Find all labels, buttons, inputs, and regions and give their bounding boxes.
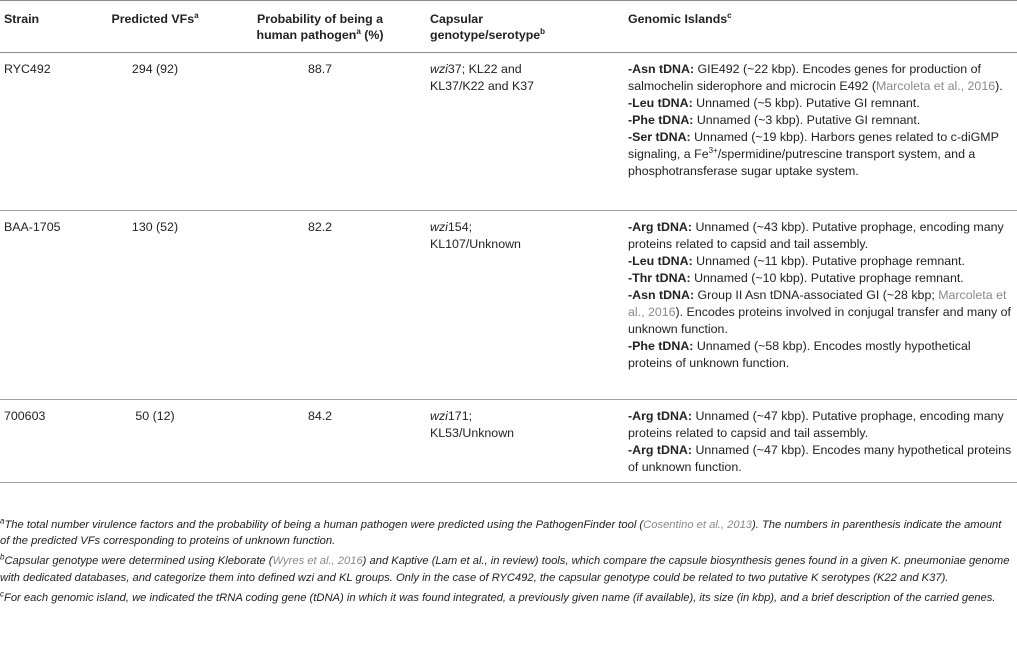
cell-vfs: 294 (92) [96, 53, 214, 211]
cell-vfs: 130 (52) [96, 211, 214, 400]
citation-link[interactable]: Marcoleta et al., 2016 [875, 79, 996, 93]
cell-genomic-islands [616, 400, 1017, 483]
gi-entry: -Phe tDNA: Unnamed (~3 kbp). Putative GI remnant. [628, 113, 921, 127]
citation-link[interactable]: Marcoleta et al., 2016 [628, 288, 1007, 319]
table-header [0, 1, 1017, 53]
cell-vfs: 50 (12) [96, 400, 214, 483]
cell-probability: 82.2 [214, 211, 426, 400]
header-probability: Probability of being a human pathogen$^a$ (%) [214, 1, 426, 53]
header-strain: Strain [0, 1, 96, 53]
cell-capsular: wzi171; KL53/Unknown [426, 400, 616, 483]
cell-probability: 84.2 [214, 400, 426, 483]
table-row [0, 211, 1017, 400]
footnote-a: $^a$The total number virulence factors and the probability of being a human pathogen were predicted using the PathogenFinder tool (Cosentino et al., 2013). The numbers in parenthesis indicate the amount of the predicted VFs corresponding to proteins of unknown function. [0, 516, 1002, 548]
gi-entry: -Asn tDNA: GIE492 (~22 kbp). Encodes genes for production of salmochelin siderophore and microcin E492 (Marcoleta et al., 2016). [628, 62, 1003, 93]
gi-entry: -Leu tDNA: Unnamed (~11 kbp). Putative prophage remnant. [628, 254, 965, 268]
citation-link[interactable]: Wyres et al., 2016 [272, 555, 363, 568]
cell-genomic-islands [616, 53, 1017, 211]
cell-strain: 700603 [0, 400, 96, 483]
header-genomic-islands: Genomic Islands$^c$ [616, 1, 1017, 53]
cell-strain: BAA-1705 [0, 211, 96, 400]
cell-capsular: wzi37; KL22 and KL37/K22 and K37 [426, 53, 616, 211]
cell-strain: RYC492 [0, 53, 96, 211]
gi-entry: -Ser tDNA: Unnamed (~19 kbp). Harbors genes related to c-diGMP signaling, a $Fe^{3+}/spermidine$/putrescine transport system, and a phosphotransferase sugar uptake system. [628, 130, 999, 178]
header-predicted-vfs: Predicted VFs$^a$ [96, 1, 214, 53]
footnote-c: $^c$For each genomic island, we indicated the tRNA coding gene (tDNA) in which it was found integrated, a previously given name (if available), its size (in kbp), and a brief description of the carried genes. [0, 589, 996, 604]
cell-probability: 88.7 [214, 53, 426, 211]
cell-capsular: wzi154; KL107/Unknown [426, 211, 616, 400]
table-row [0, 400, 1017, 483]
cell-genomic-islands [616, 211, 1017, 400]
gi-entry: -Arg tDNA: Unnamed (~43 kbp). Putative prophage, encoding many proteins related to capsid and tail assembly. [628, 220, 1004, 251]
footnote-b: $^b$Capsular genotype were determined using Kleborate (Wyres et al., 2016) and Kaptive (Lam et al., in review) tools, which compare the capsule biosynthesis genes found in a given K. pneumoniae genome with dedicated databases, and categorize them into defined wzi and KL groups. Only in the case of RYC492, the capsular genotype could be related to two putative K serotypes (K22 and K37). [0, 552, 1010, 584]
gi-entry: -Asn tDNA: Group II Asn tDNA-associated GI (~28 kbp; Marcoleta et al., 2016). Encodes proteins involved in conjugal transfer and many of unknown function. [628, 288, 1011, 336]
gi-entry: -Phe tDNA: Unnamed (~58 kbp). Encodes mostly hypothetical proteins of unknown function. [628, 339, 971, 370]
gi-entry: -Leu tDNA: Unnamed (~5 kbp). Putative GI remnant. [628, 96, 920, 110]
gi-entry: -Thr tDNA: Unnamed (~10 kbp). Putative prophage remnant. [628, 271, 964, 285]
gi-entry: -Arg tDNA: Unnamed (~47 kbp). Putative prophage, encoding many proteins related to capsid and tail assembly. [628, 409, 1004, 440]
gi-entry: -Arg tDNA: Unnamed (~47 kbp). Encodes many hypothetical proteins of unknown function. [628, 443, 1012, 474]
table-footnotes [0, 517, 1013, 610]
citation-link[interactable]: Cosentino et al., 2013 [643, 519, 753, 531]
header-capsular: Capsular genotype/serotype$^b$ [426, 1, 616, 53]
table-row [0, 53, 1017, 211]
